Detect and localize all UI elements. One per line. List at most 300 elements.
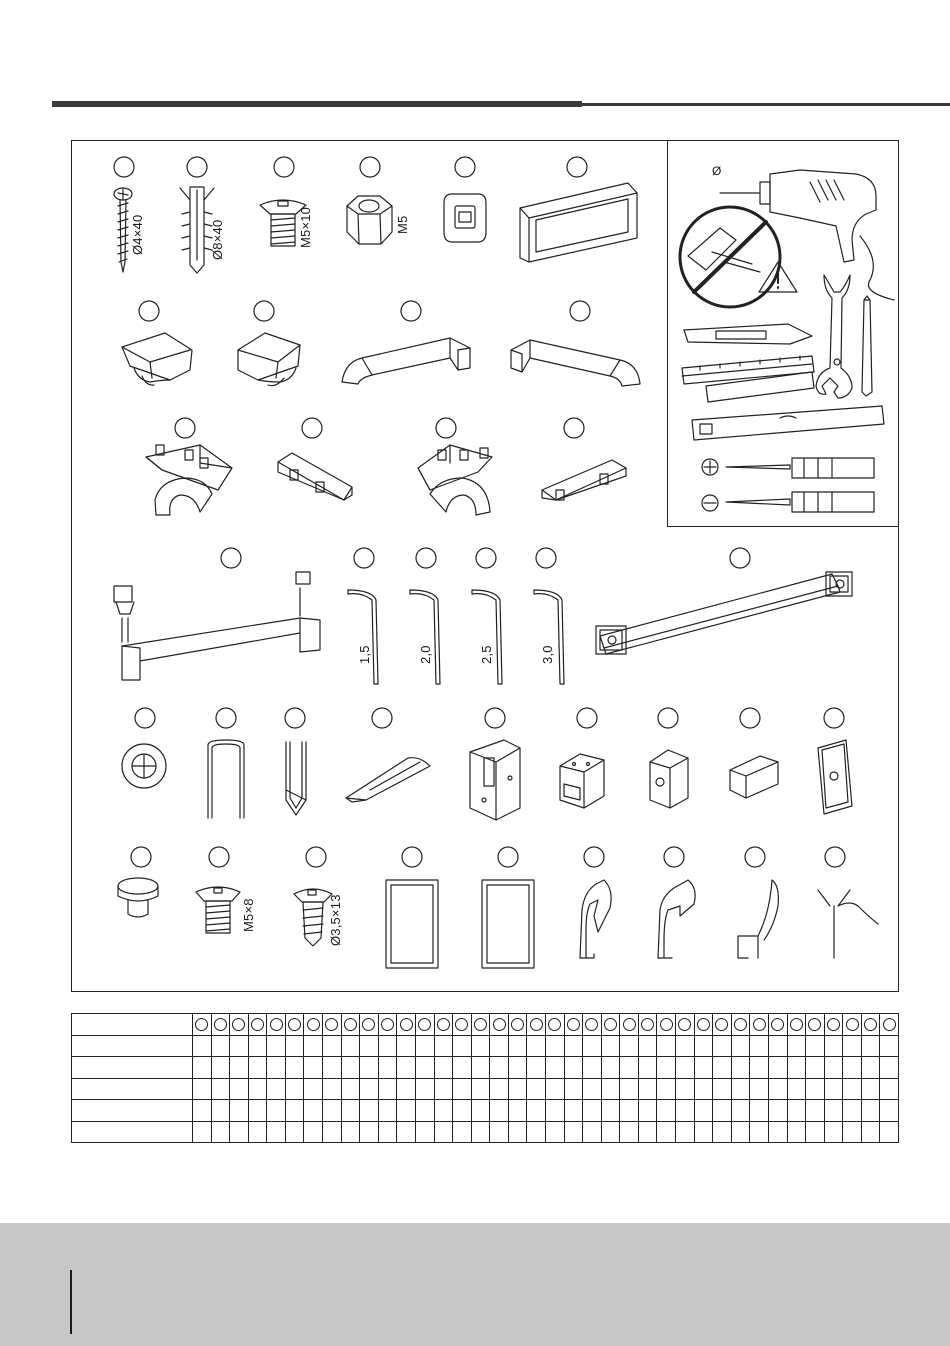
table-cell	[397, 1014, 416, 1036]
table-cell	[304, 1035, 323, 1057]
table-cell	[193, 1121, 212, 1143]
table-cell	[211, 1121, 230, 1143]
part-number-circle	[697, 1018, 710, 1031]
table-cell	[806, 1014, 825, 1036]
table-cell	[731, 1121, 750, 1143]
table-row-label-cell	[72, 1014, 193, 1036]
part-number-circle	[604, 1018, 617, 1031]
utility-knife-icon	[684, 324, 812, 344]
table-cell	[285, 1100, 304, 1122]
part-number-circle	[270, 1018, 283, 1031]
table-cell	[230, 1057, 249, 1079]
table-cell	[453, 1121, 472, 1143]
u-clip-icon	[208, 740, 244, 818]
table-cell	[285, 1057, 304, 1079]
table-cell	[861, 1078, 880, 1100]
table-cell	[341, 1057, 360, 1079]
table-cell	[378, 1057, 397, 1079]
table-cell	[323, 1014, 342, 1036]
table-cell	[490, 1035, 509, 1057]
table-cell	[787, 1057, 806, 1079]
label-nut-m5: M5	[395, 215, 410, 234]
table-cell	[397, 1121, 416, 1143]
table-cell	[731, 1035, 750, 1057]
towel-bar-icon	[114, 572, 320, 680]
table-row	[72, 1057, 899, 1079]
part-number-circle	[660, 1018, 673, 1031]
part-number-circle	[493, 1018, 506, 1031]
table-row-label-cell	[72, 1035, 193, 1057]
part-number-circle	[623, 1018, 636, 1031]
table-cell	[861, 1057, 880, 1079]
pencil-icon	[862, 296, 872, 396]
part-number-circle	[883, 1018, 896, 1031]
table-cell	[787, 1078, 806, 1100]
table-cell	[880, 1100, 899, 1122]
table-cell	[564, 1035, 583, 1057]
table-cell	[545, 1078, 564, 1100]
table-cell	[768, 1100, 787, 1122]
clamp-left-icon	[122, 333, 192, 385]
table-cell	[713, 1078, 732, 1100]
table-cell	[490, 1100, 509, 1122]
table-cell	[731, 1078, 750, 1100]
table-cell	[731, 1057, 750, 1079]
table-cell	[787, 1014, 806, 1036]
table-cell	[471, 1100, 490, 1122]
table-cell	[471, 1014, 490, 1036]
round-insert-icon	[122, 744, 166, 788]
table-cell	[843, 1121, 862, 1143]
table-cell	[285, 1035, 304, 1057]
table-cell	[508, 1078, 527, 1100]
table-row-label-cell	[72, 1057, 193, 1079]
end-cap-right-icon	[542, 460, 626, 500]
table-cell	[620, 1057, 639, 1079]
long-bracket-left-icon	[342, 338, 470, 384]
table-cell	[378, 1078, 397, 1100]
table-cell	[285, 1121, 304, 1143]
label-hex-key-3-0: 3,0	[540, 645, 555, 664]
table-cell	[267, 1014, 286, 1036]
table-cell	[248, 1014, 267, 1036]
part-number-circle	[753, 1018, 766, 1031]
table-cell	[490, 1057, 509, 1079]
table-cell	[657, 1078, 676, 1100]
table-cell	[750, 1121, 769, 1143]
wall-plate-icon	[818, 740, 852, 814]
table-cell	[267, 1121, 286, 1143]
table-cell	[713, 1057, 732, 1079]
label-hex-key-1-5: 1,5	[357, 645, 372, 664]
table-cell	[750, 1057, 769, 1079]
table-cell	[880, 1035, 899, 1057]
table-cell	[341, 1035, 360, 1057]
table-row	[72, 1035, 899, 1057]
table-cell	[824, 1014, 843, 1036]
table-cell	[694, 1121, 713, 1143]
table-cell	[211, 1078, 230, 1100]
part-number-circle	[734, 1018, 747, 1031]
table-cell	[508, 1100, 527, 1122]
table-cell	[434, 1035, 453, 1057]
part-number-circle	[455, 1018, 468, 1031]
table-cell	[694, 1014, 713, 1036]
table-cell	[508, 1014, 527, 1036]
table-cell	[768, 1057, 787, 1079]
table-cell	[583, 1100, 602, 1122]
table-cell	[490, 1078, 509, 1100]
table-cell	[824, 1121, 843, 1143]
table-cell	[824, 1078, 843, 1100]
table-cell	[230, 1100, 249, 1122]
table-cell	[434, 1121, 453, 1143]
table-cell	[248, 1078, 267, 1100]
flat-head-screw-icon	[294, 889, 332, 946]
table-cell	[378, 1121, 397, 1143]
gasket-frame-icon	[386, 880, 534, 968]
table-cell	[527, 1121, 546, 1143]
table-cell	[434, 1100, 453, 1122]
table-cell	[880, 1014, 899, 1036]
table-cell	[861, 1121, 880, 1143]
table-cell	[713, 1121, 732, 1143]
table-cell	[508, 1121, 527, 1143]
part-number-circle	[400, 1018, 413, 1031]
table-cell	[360, 1057, 379, 1079]
part-number-circle	[790, 1018, 803, 1031]
part-number-circle	[846, 1018, 859, 1031]
table-cell	[415, 1078, 434, 1100]
table-cell	[731, 1100, 750, 1122]
table-cell	[453, 1035, 472, 1057]
table-cell	[620, 1078, 639, 1100]
table-cell	[211, 1100, 230, 1122]
table-cell	[545, 1014, 564, 1036]
parts-quantity-table	[71, 1013, 899, 1143]
table-cell	[453, 1100, 472, 1122]
table-cell	[267, 1057, 286, 1079]
table-cell	[583, 1014, 602, 1036]
table-cell	[527, 1078, 546, 1100]
part-number-circle	[362, 1018, 375, 1031]
table-cell	[880, 1057, 899, 1079]
drill-icon	[720, 170, 894, 300]
table-cell	[750, 1014, 769, 1036]
part-number-circle	[808, 1018, 821, 1031]
table-row-label-cell	[72, 1100, 193, 1122]
table-cell	[880, 1121, 899, 1143]
table-cell	[824, 1100, 843, 1122]
table-cell	[564, 1014, 583, 1036]
table-cell	[806, 1035, 825, 1057]
table-cell	[285, 1078, 304, 1100]
table-cell	[360, 1121, 379, 1143]
part-number-circle	[641, 1018, 654, 1031]
table-cell	[861, 1100, 880, 1122]
table-cell	[341, 1078, 360, 1100]
table-cell	[267, 1035, 286, 1057]
seal-profile-icon	[580, 880, 878, 958]
label-hex-key-2-5: 2,5	[479, 645, 494, 664]
part-number-circle	[548, 1018, 561, 1031]
table-cell	[620, 1121, 639, 1143]
label-drill-bit: Ø	[712, 164, 722, 178]
part-number-circle	[288, 1018, 301, 1031]
table-cell	[527, 1035, 546, 1057]
table-cell	[471, 1035, 490, 1057]
spirit-level-icon	[692, 406, 884, 440]
table-cell	[434, 1014, 453, 1036]
table-cell	[564, 1078, 583, 1100]
table-cell	[564, 1057, 583, 1079]
table-cell	[843, 1078, 862, 1100]
table-cell	[378, 1014, 397, 1036]
table-cell	[843, 1014, 862, 1036]
table-cell	[193, 1035, 212, 1057]
table-cell	[304, 1057, 323, 1079]
table-cell	[508, 1057, 527, 1079]
table-cell	[341, 1014, 360, 1036]
table-cell	[323, 1035, 342, 1057]
table-cell	[193, 1057, 212, 1079]
table-cell	[620, 1035, 639, 1057]
table-cell	[713, 1100, 732, 1122]
table-cell	[750, 1035, 769, 1057]
table-cell	[787, 1121, 806, 1143]
table-cell	[806, 1100, 825, 1122]
table-header-row	[72, 1014, 899, 1036]
part-number-circle	[344, 1018, 357, 1031]
table-cell	[880, 1078, 899, 1100]
part-number-circle	[418, 1018, 431, 1031]
table-cell	[545, 1035, 564, 1057]
table-cell	[323, 1121, 342, 1143]
table-cell	[824, 1035, 843, 1057]
part-number-circle	[771, 1018, 784, 1031]
table-cell	[360, 1078, 379, 1100]
part-number-circle	[678, 1018, 691, 1031]
table-cell	[657, 1121, 676, 1143]
table-cell	[620, 1100, 639, 1122]
table-cell	[304, 1121, 323, 1143]
folding-ruler-icon	[682, 356, 814, 402]
table-cell	[360, 1014, 379, 1036]
table-cell	[676, 1035, 695, 1057]
part-number-circle	[511, 1018, 524, 1031]
table-cell	[230, 1078, 249, 1100]
table-cell	[397, 1057, 416, 1079]
sleeve-block-icon	[560, 754, 604, 808]
table-cell	[657, 1100, 676, 1122]
table-cell	[657, 1035, 676, 1057]
table-cell	[676, 1100, 695, 1122]
table-cell	[583, 1078, 602, 1100]
table-cell	[490, 1121, 509, 1143]
table-cell	[768, 1014, 787, 1036]
part-number-circles	[114, 157, 845, 867]
table-cell	[601, 1057, 620, 1079]
table-cell	[768, 1121, 787, 1143]
v-clip-icon	[286, 742, 306, 815]
table-cell	[323, 1057, 342, 1079]
square-insert-icon	[444, 194, 486, 242]
table-cell	[768, 1035, 787, 1057]
table-cell	[415, 1057, 434, 1079]
table-cell	[657, 1014, 676, 1036]
table-cell	[601, 1014, 620, 1036]
footer-marker-bar	[70, 1270, 72, 1334]
table-cell	[768, 1078, 787, 1100]
table-cell	[638, 1121, 657, 1143]
table-cell	[583, 1121, 602, 1143]
label-bolt-m5x8: M5×8	[241, 898, 256, 932]
table-cell	[397, 1078, 416, 1100]
table-cell	[360, 1035, 379, 1057]
table-cell	[861, 1014, 880, 1036]
table-cell	[583, 1035, 602, 1057]
wall-channel-icon	[520, 183, 637, 262]
table-cell	[341, 1121, 360, 1143]
table-cell	[620, 1014, 639, 1036]
clamp-block-icon	[650, 750, 688, 808]
table-cell	[843, 1035, 862, 1057]
table-row-label-cell	[72, 1078, 193, 1100]
table-row	[72, 1121, 899, 1143]
table-cell	[453, 1014, 472, 1036]
table-cell	[657, 1057, 676, 1079]
table-cell	[545, 1057, 564, 1079]
table-cell	[527, 1014, 546, 1036]
table-row	[72, 1078, 899, 1100]
table-cell	[248, 1121, 267, 1143]
table-cell	[583, 1057, 602, 1079]
table-cell	[564, 1121, 583, 1143]
part-number-circle	[567, 1018, 580, 1031]
table-cell	[248, 1035, 267, 1057]
table-cell	[304, 1014, 323, 1036]
cover-cap-icon	[730, 756, 778, 798]
table-cell	[843, 1100, 862, 1122]
table-row-label-cell	[72, 1121, 193, 1143]
table-cell	[843, 1057, 862, 1079]
table-cell	[267, 1078, 286, 1100]
table-cell	[397, 1035, 416, 1057]
part-number-circle	[827, 1018, 840, 1031]
table-cell	[824, 1057, 843, 1079]
table-cell	[453, 1057, 472, 1079]
table-cell	[806, 1078, 825, 1100]
part-number-circle	[251, 1018, 264, 1031]
label-dowel-8x40: Ø8×40	[210, 219, 225, 260]
table-cell	[285, 1014, 304, 1036]
table-cell	[304, 1100, 323, 1122]
table-cell	[638, 1035, 657, 1057]
table-cell	[415, 1100, 434, 1122]
table-cell	[230, 1121, 249, 1143]
table-cell	[471, 1057, 490, 1079]
label-screw-4x40: Ø4×40	[130, 214, 145, 255]
part-number-circle	[530, 1018, 543, 1031]
table-cell	[453, 1078, 472, 1100]
table-cell	[434, 1078, 453, 1100]
table-cell	[193, 1078, 212, 1100]
table-cell	[787, 1100, 806, 1122]
table-cell	[323, 1100, 342, 1122]
table-cell	[694, 1100, 713, 1122]
table-cell	[415, 1014, 434, 1036]
part-number-circle	[325, 1018, 338, 1031]
table-row	[72, 1100, 899, 1122]
table-cell	[638, 1100, 657, 1122]
table-cell	[378, 1035, 397, 1057]
clamp-right-icon	[238, 333, 300, 386]
table-cell	[471, 1078, 490, 1100]
table-cell	[193, 1100, 212, 1122]
table-cell	[601, 1035, 620, 1057]
table-cell	[415, 1121, 434, 1143]
long-bracket-right-icon	[511, 340, 640, 386]
table-cell	[267, 1100, 286, 1122]
hex-key-icon	[348, 590, 564, 684]
table-cell	[193, 1014, 212, 1036]
table-cell	[360, 1100, 379, 1122]
table-cell	[750, 1078, 769, 1100]
label-hex-key-2-0: 2,0	[418, 645, 433, 664]
wrench-icon	[816, 275, 852, 398]
part-number-circle	[715, 1018, 728, 1031]
table-cell	[341, 1100, 360, 1122]
table-cell	[731, 1014, 750, 1036]
table-cell	[787, 1035, 806, 1057]
table-cell	[694, 1057, 713, 1079]
part-number-circle	[214, 1018, 227, 1031]
end-cap-left-icon	[278, 453, 352, 500]
wall-dowel-icon	[180, 187, 214, 273]
table-cell	[638, 1057, 657, 1079]
table-cell	[323, 1078, 342, 1100]
table-cell	[676, 1057, 695, 1079]
table-cell	[601, 1078, 620, 1100]
stabilizer-bar-icon	[596, 572, 852, 654]
table-cell	[211, 1057, 230, 1079]
table-cell	[806, 1121, 825, 1143]
part-number-circle	[307, 1018, 320, 1031]
table-cell	[230, 1014, 249, 1036]
part-number-circle	[585, 1018, 598, 1031]
table-cell	[694, 1035, 713, 1057]
table-cell	[676, 1014, 695, 1036]
table-cell	[713, 1014, 732, 1036]
table-cell	[676, 1078, 695, 1100]
table-cell	[471, 1121, 490, 1143]
table-cell	[527, 1057, 546, 1079]
part-number-circle	[381, 1018, 394, 1031]
table-cell	[694, 1078, 713, 1100]
table-cell	[601, 1121, 620, 1143]
table-cell	[415, 1035, 434, 1057]
table-cell	[304, 1078, 323, 1100]
part-number-circle	[864, 1018, 877, 1031]
table-cell	[211, 1014, 230, 1036]
table-cell	[564, 1100, 583, 1122]
table-cell	[861, 1035, 880, 1057]
mushroom-knob-icon	[118, 878, 158, 917]
label-bolt-m5x10: M5×10	[298, 206, 313, 248]
table-cell	[248, 1057, 267, 1079]
table-cell	[713, 1035, 732, 1057]
table-cell	[230, 1035, 249, 1057]
